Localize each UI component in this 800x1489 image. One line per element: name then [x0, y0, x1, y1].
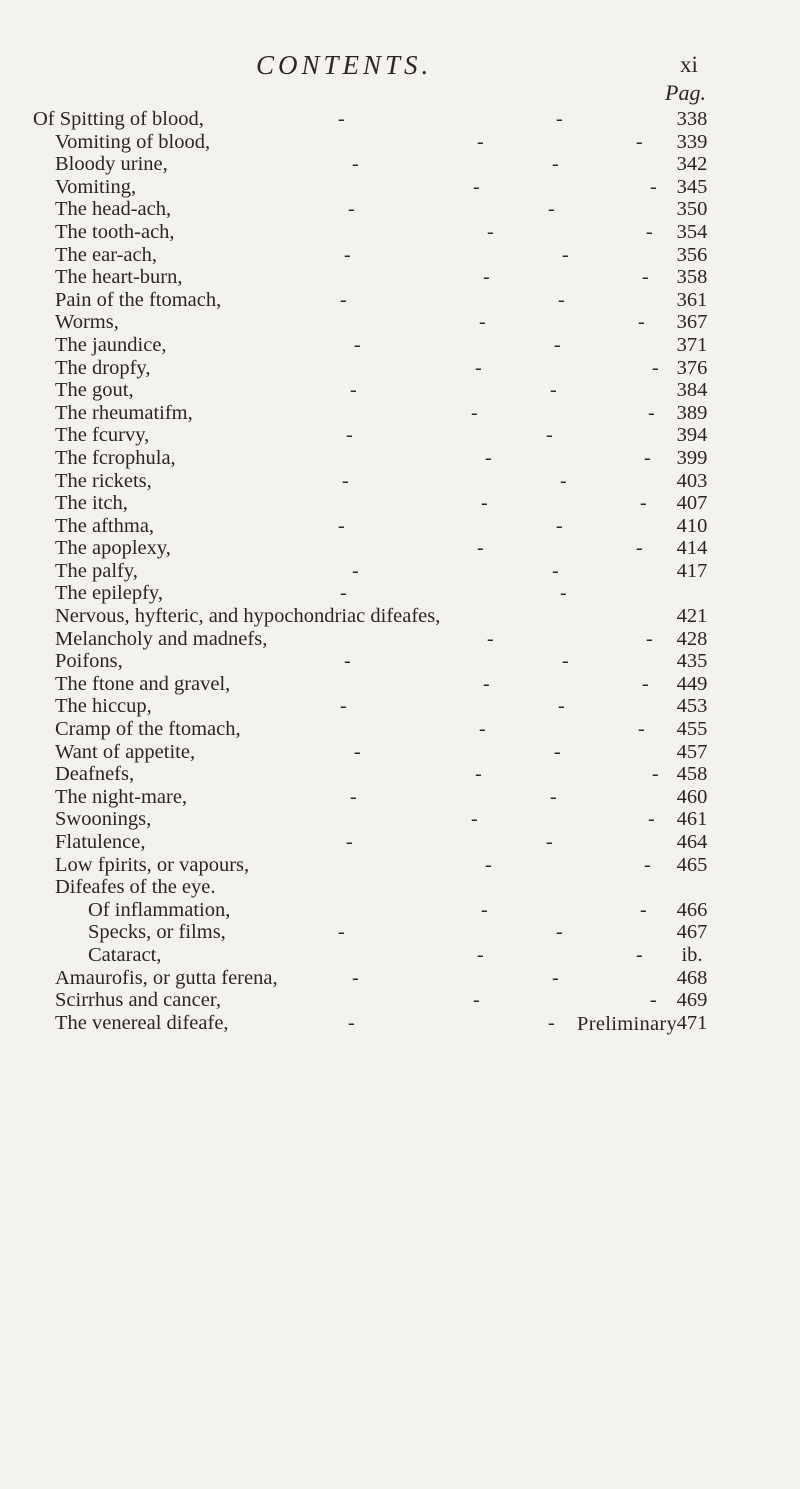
toc-entry-text: The tooth-ach,	[55, 220, 175, 243]
leader-dash: -	[473, 989, 480, 1012]
leader-dash: -	[644, 853, 651, 876]
toc-row	[0, 808, 800, 831]
toc-entry-title	[55, 537, 171, 559]
toc-page-number: 460	[676, 785, 708, 808]
leader-dash: -	[487, 220, 494, 243]
toc-entry-text: Want of appetite,	[55, 740, 196, 763]
leader-dash: -	[552, 153, 559, 176]
toc-entry-title	[55, 176, 136, 198]
toc-entry-text: Worms,	[55, 311, 119, 334]
toc-row	[0, 289, 800, 312]
toc-entry-text: Of inflammation,	[88, 898, 231, 921]
toc-row	[0, 334, 800, 357]
toc-entry-text: Bloody urine,	[55, 153, 168, 176]
leader-dash: -	[652, 763, 659, 786]
toc-row	[0, 447, 800, 470]
toc-row	[0, 673, 800, 696]
toc-row	[0, 198, 800, 221]
toc-entry-title	[55, 831, 146, 853]
toc-entry-text: Scirrhus and cancer,	[55, 989, 221, 1012]
leader-dash: -	[546, 424, 553, 447]
toc-entry-text: Deafnefs,	[55, 763, 135, 786]
toc-entry-text: Cataract,	[88, 943, 162, 966]
toc-row	[0, 176, 800, 199]
toc-page-number: 342	[676, 153, 708, 176]
toc-row	[0, 718, 800, 741]
leader-dash: -	[640, 492, 647, 515]
toc-entry-text: The venereal difeafe,	[55, 1011, 229, 1034]
toc-entry-title	[55, 560, 138, 582]
leader-dash: -	[552, 966, 559, 989]
toc-row	[0, 944, 800, 967]
leader-dash: -	[338, 514, 345, 537]
toc-row	[0, 989, 800, 1012]
toc-page-number: 345	[676, 175, 708, 198]
toc-page-number: 471	[676, 1011, 708, 1034]
toc-entry-text: The palfy,	[55, 559, 138, 582]
leader-dash: -	[479, 311, 486, 334]
leader-dash: -	[556, 514, 563, 537]
leader-dash: -	[554, 333, 561, 356]
toc-entry-text: The ftone and gravel,	[55, 672, 231, 695]
toc-entry-title	[55, 605, 440, 627]
toc-entry-text: Nervous, hyfteric, and hypochondriac difeafes,	[55, 605, 441, 628]
toc-row	[0, 311, 800, 334]
toc-row	[0, 967, 800, 990]
leader-dash: -	[650, 175, 657, 198]
toc-entry-title	[55, 989, 221, 1011]
toc-entry-title	[55, 808, 151, 830]
toc-page-number: 384	[676, 379, 708, 402]
leader-dash: -	[648, 401, 655, 424]
toc-entry-title	[55, 492, 128, 514]
toc-row	[0, 470, 800, 493]
toc-page-number: 389	[676, 401, 708, 424]
leader-dash: -	[352, 153, 359, 176]
leader-dash: -	[338, 108, 345, 130]
leader-dash: -	[354, 333, 361, 356]
toc-row	[0, 899, 800, 922]
toc-entry-title	[55, 447, 176, 469]
leader-dash: -	[546, 831, 553, 853]
toc-page-number: 465	[676, 853, 708, 876]
toc-entry-text: Amaurofis, or gutta ferena,	[55, 966, 278, 989]
leader-dash: -	[550, 379, 557, 402]
toc-entry-text: The rickets,	[55, 469, 152, 492]
running-head: CONTENTS.	[256, 50, 433, 80]
leader-dash: -	[485, 446, 492, 469]
toc-row	[0, 108, 800, 131]
pag-column-label: Pag.	[665, 80, 706, 105]
toc-page-number: 457	[676, 740, 708, 763]
leader-dash: -	[548, 198, 555, 221]
toc-entry-text: The epilepfy,	[55, 582, 163, 605]
toc-entry-text: Vomiting,	[55, 175, 137, 198]
toc-row	[0, 786, 800, 809]
toc-entry-title	[55, 221, 175, 243]
page-number: xi	[680, 52, 698, 77]
leader-dash: -	[642, 266, 649, 289]
leader-dash: -	[636, 943, 643, 966]
toc-entry-text: The itch,	[55, 492, 128, 515]
toc-row	[0, 402, 800, 425]
toc-page-number: 466	[676, 898, 708, 921]
toc-entry-title	[55, 786, 187, 808]
toc-entry-title	[55, 470, 152, 492]
leader-dash: -	[352, 966, 359, 989]
leader-dash: -	[646, 627, 653, 650]
toc-entry-title	[55, 402, 193, 424]
toc-entry-text: Difeafes of the eye.	[55, 876, 216, 899]
leader-dash: -	[348, 1011, 355, 1034]
toc-page-number: 458	[676, 763, 708, 786]
leader-dash: -	[354, 740, 361, 763]
leader-dash: -	[483, 672, 490, 695]
toc-page-number: 428	[676, 627, 708, 650]
toc-row	[0, 379, 800, 402]
toc-entry-title	[55, 967, 278, 989]
toc-row	[0, 921, 800, 944]
toc-entry-text: The hiccup,	[55, 695, 152, 718]
leader-dash: -	[340, 582, 347, 605]
leader-dash: -	[475, 356, 482, 379]
leader-dash: -	[558, 288, 565, 311]
toc-page-number: 453	[676, 695, 708, 718]
toc-entry-title	[88, 899, 230, 921]
toc-page-number: 455	[676, 718, 708, 741]
toc-entry-text: Low fpirits, or vapours,	[55, 853, 250, 876]
toc-page-number: 468	[676, 966, 708, 989]
leader-dash: -	[487, 627, 494, 650]
toc-row	[0, 131, 800, 154]
leader-dash: -	[346, 831, 353, 853]
leader-dash: -	[340, 288, 347, 311]
leader-dash: -	[473, 175, 480, 198]
leader-dash: -	[477, 537, 484, 560]
toc-entry-text: The afthma,	[55, 514, 155, 537]
leader-dash: -	[342, 469, 349, 492]
toc-entry-title	[55, 266, 183, 288]
leader-dash: -	[352, 559, 359, 582]
toc-entry-title	[88, 921, 226, 943]
toc-entry-text: Spitting of blood,	[59, 108, 204, 130]
toc-entry-title	[55, 718, 241, 740]
toc-entry-title	[55, 582, 163, 604]
toc-entry-title	[55, 628, 267, 650]
toc-entry-title	[55, 673, 230, 695]
toc-entry-title	[55, 424, 149, 446]
toc-page-number: 339	[676, 130, 708, 153]
toc-entry-title	[55, 763, 134, 785]
toc-page-number: 414	[676, 537, 708, 560]
leader-dash: -	[344, 650, 351, 673]
toc-entry-title	[55, 289, 221, 311]
toc-entry-title	[88, 944, 161, 966]
toc-page-number: 358	[676, 266, 708, 289]
toc-entry-text: Poifons,	[55, 650, 123, 673]
leader-dash: -	[556, 921, 563, 944]
toc-entry-text: The dropfy,	[55, 356, 151, 379]
leader-dash: -	[638, 718, 645, 741]
toc-page-number: 367	[676, 311, 708, 334]
toc-entry-title	[55, 334, 167, 356]
toc-page-number: 403	[676, 469, 708, 492]
toc-entry-text: The rheumatifm,	[55, 401, 193, 424]
toc-page-number: ib.	[681, 943, 703, 966]
leader-dash: -	[475, 763, 482, 786]
toc-row	[0, 515, 800, 538]
toc-entry-text: The gout,	[55, 379, 134, 402]
leader-dash: -	[350, 785, 357, 808]
toc-page-number: 410	[676, 514, 708, 537]
toc-row	[0, 560, 800, 583]
toc-entry-text: Specks, or films,	[88, 921, 226, 944]
toc-page-number: 394	[676, 424, 708, 447]
toc-entry-title	[55, 650, 123, 672]
toc-page-number: 338	[676, 108, 708, 130]
toc-row	[0, 424, 800, 447]
toc-entry-text: The heart-burn,	[55, 266, 183, 289]
toc-entry-title	[55, 131, 210, 153]
toc-page-number: 399	[676, 446, 708, 469]
leader-dash: -	[344, 243, 351, 266]
toc-page-number: 361	[676, 288, 708, 311]
toc-entry-title	[55, 695, 152, 717]
toc-row	[0, 537, 800, 560]
toc-row	[0, 831, 800, 854]
toc-row	[0, 153, 800, 176]
leader-dash: -	[636, 130, 643, 153]
leader-dash: -	[560, 582, 567, 605]
toc-page-number: 350	[676, 198, 708, 221]
toc-entry-title	[55, 357, 150, 379]
toc-row	[0, 582, 800, 605]
toc-entry-text: Melancholy and madnefs,	[55, 627, 268, 650]
toc-row	[0, 492, 800, 515]
toc-row	[0, 876, 800, 899]
toc-entry-text: The fcrophula,	[55, 446, 176, 469]
leader-dash: -	[646, 220, 653, 243]
toc-row	[0, 854, 800, 877]
toc-page-number: 371	[676, 333, 708, 356]
leader-dash: -	[348, 198, 355, 221]
toc-entry-text: Flatulence,	[55, 831, 146, 853]
toc-page-number: 376	[676, 356, 708, 379]
leader-dash: -	[481, 492, 488, 515]
leader-dash: -	[640, 898, 647, 921]
leader-dash: -	[550, 785, 557, 808]
toc-entry-text: The fcurvy,	[55, 424, 150, 447]
toc-entry-text: The night-mare,	[55, 785, 188, 808]
catchword: Preliminary	[577, 1013, 678, 1035]
leader-dash: -	[562, 243, 569, 266]
toc-page-number: 469	[676, 989, 708, 1012]
leader-dash: -	[636, 537, 643, 560]
leader-dash: -	[652, 356, 659, 379]
leader-dash: -	[477, 943, 484, 966]
leader-dash: -	[642, 672, 649, 695]
leader-dash: -	[552, 559, 559, 582]
leader-dash: -	[556, 108, 563, 130]
toc-page-number: 407	[676, 492, 708, 515]
toc-page-number: 464	[676, 831, 708, 853]
toc-row	[0, 741, 800, 764]
toc-page-number: 467	[676, 921, 708, 944]
toc-row	[0, 244, 800, 267]
toc-page-number: 461	[676, 808, 708, 831]
toc-entry-title	[55, 741, 195, 763]
leader-dash: -	[471, 401, 478, 424]
toc-entry-title	[55, 311, 119, 333]
toc-entry-text: The ear-ach,	[55, 243, 158, 266]
toc-entry-title	[55, 244, 157, 266]
toc-row	[0, 1012, 800, 1035]
leader-dash: -	[483, 266, 490, 289]
toc-row	[0, 605, 800, 628]
toc-entry-text: The apoplexy,	[55, 537, 171, 560]
toc-page-number: 435	[676, 650, 708, 673]
leader-dash: -	[471, 808, 478, 831]
leader-dash: -	[340, 695, 347, 718]
toc-entry-title	[33, 108, 204, 130]
toc-entry-text: The jaundice,	[55, 333, 167, 356]
leader-dash: -	[644, 446, 651, 469]
toc-entry-title	[55, 515, 154, 537]
toc-row	[0, 628, 800, 651]
leader-dash: -	[638, 311, 645, 334]
toc-entry-title	[55, 1012, 229, 1034]
leader-dash: -	[338, 921, 345, 944]
toc-entry-text: The head-ach,	[55, 198, 172, 221]
leader-dash: -	[485, 853, 492, 876]
leader-dash: -	[479, 718, 486, 741]
toc-row	[0, 763, 800, 786]
leader-dash: -	[350, 379, 357, 402]
toc-page-number: 449	[676, 672, 708, 695]
toc-page-number: 354	[676, 220, 708, 243]
toc-entry-text: Pain of the ftomach,	[55, 288, 222, 311]
toc-page-number: 356	[676, 243, 708, 266]
toc-row	[0, 650, 800, 673]
toc-entry-prefix: Of	[33, 108, 55, 130]
toc-row	[0, 357, 800, 380]
toc-row	[0, 695, 800, 718]
leader-dash: -	[558, 695, 565, 718]
leader-dash: -	[554, 740, 561, 763]
leader-dash: -	[481, 898, 488, 921]
toc-entry-text: Cramp of the ftomach,	[55, 718, 241, 741]
toc-row	[0, 221, 800, 244]
toc-entry-title	[55, 876, 216, 898]
toc-page-number: 421	[676, 605, 708, 628]
leader-dash: -	[562, 650, 569, 673]
leader-dash: -	[560, 469, 567, 492]
toc-entry-text: Vomiting of blood,	[55, 130, 211, 153]
toc-entry-text: Swoonings,	[55, 808, 152, 831]
toc-page-number: 417	[676, 559, 708, 582]
leader-dash: -	[548, 1011, 555, 1034]
toc-entry-title	[55, 153, 168, 175]
toc-entry-title	[55, 854, 249, 876]
leader-dash: -	[648, 808, 655, 831]
leader-dash: -	[477, 130, 484, 153]
leader-dash: -	[346, 424, 353, 447]
contents-list	[0, 108, 800, 1034]
toc-entry-title	[55, 379, 134, 401]
leader-dash: -	[650, 989, 657, 1012]
toc-row	[0, 266, 800, 289]
toc-entry-title	[55, 198, 171, 220]
